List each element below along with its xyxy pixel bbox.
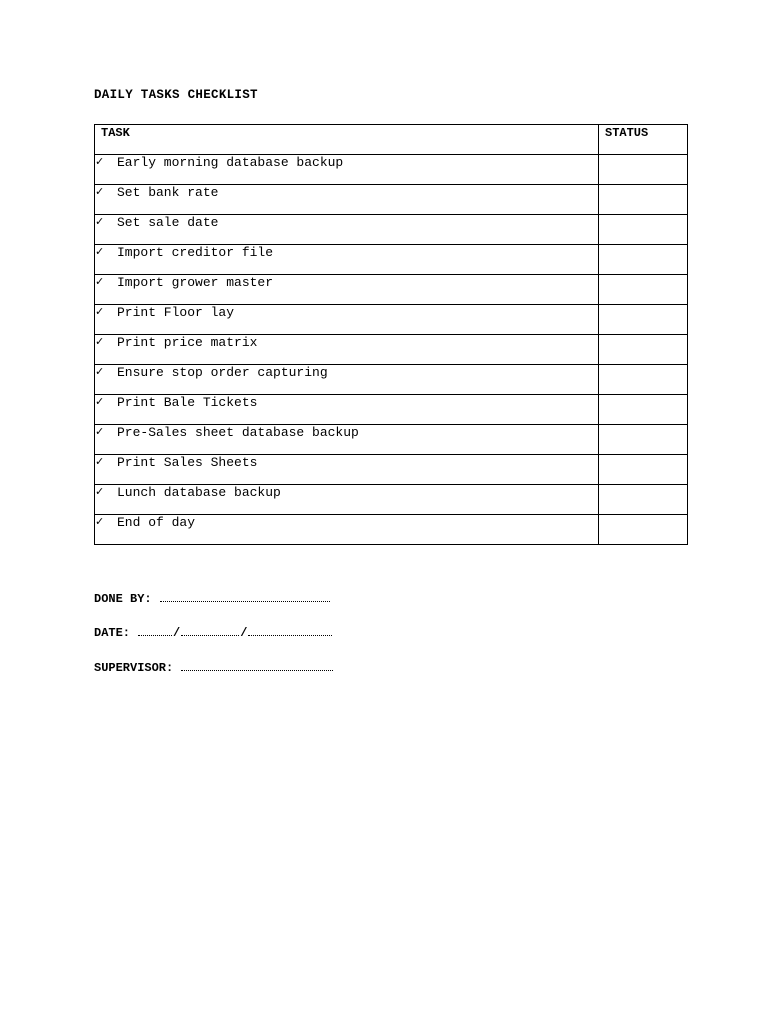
checkmark-icon: ✓	[95, 455, 105, 468]
task-label: Pre-Sales sheet database backup	[117, 425, 359, 440]
task-rows	[95, 155, 688, 545]
task-cell	[95, 215, 599, 245]
date-year-field[interactable]	[248, 626, 332, 636]
task-cell	[95, 185, 599, 215]
supervisor-line	[94, 661, 333, 675]
task-label: Print price matrix	[117, 335, 258, 350]
checkmark-icon: ✓	[95, 395, 105, 408]
checkmark-icon: ✓	[95, 155, 105, 168]
table-row	[95, 245, 688, 275]
done-by-line	[94, 592, 330, 606]
date-line	[94, 626, 332, 640]
date-day-field[interactable]	[138, 626, 172, 636]
table-row	[95, 185, 688, 215]
status-cell[interactable]	[599, 515, 688, 545]
checkmark-icon: ✓	[95, 215, 105, 228]
date-separator: /	[240, 626, 248, 640]
task-label: Lunch database backup	[117, 485, 281, 500]
checkmark-icon: ✓	[95, 365, 105, 378]
task-label: Import creditor file	[117, 245, 274, 260]
status-cell[interactable]	[599, 485, 688, 515]
task-label: Print Bale Tickets	[117, 395, 258, 410]
task-label: End of day	[117, 515, 196, 530]
date-separator: /	[173, 626, 181, 640]
status-cell[interactable]	[599, 185, 688, 215]
task-cell	[95, 245, 599, 275]
status-cell[interactable]	[599, 215, 688, 245]
supervisor-label: SUPERVISOR:	[94, 661, 174, 675]
daily-tasks-table	[94, 124, 688, 545]
task-cell	[95, 335, 599, 365]
task-column-header: TASK	[95, 125, 599, 155]
done-by-label: DONE BY:	[94, 592, 152, 606]
task-cell	[95, 275, 599, 305]
checkmark-icon: ✓	[95, 275, 105, 288]
task-cell	[95, 515, 599, 545]
table-row	[95, 155, 688, 185]
task-label: Print Sales Sheets	[117, 455, 258, 470]
checkmark-icon: ✓	[95, 425, 105, 438]
status-cell[interactable]	[599, 335, 688, 365]
table-row	[95, 305, 688, 335]
status-cell[interactable]	[599, 455, 688, 485]
task-cell	[95, 155, 599, 185]
checkmark-icon: ✓	[95, 335, 105, 348]
task-cell	[95, 455, 599, 485]
task-label: Import grower master	[117, 275, 274, 290]
table-row	[95, 485, 688, 515]
status-cell[interactable]	[599, 275, 688, 305]
date-label: DATE:	[94, 626, 131, 640]
task-cell	[95, 365, 599, 395]
task-cell	[95, 305, 599, 335]
table-row	[95, 425, 688, 455]
status-cell[interactable]	[599, 395, 688, 425]
task-cell	[95, 395, 599, 425]
document-title: DAILY TASKS CHECKLIST	[94, 88, 258, 102]
status-column-header: STATUS	[599, 125, 688, 155]
status-cell[interactable]	[599, 305, 688, 335]
task-cell	[95, 485, 599, 515]
table-row	[95, 395, 688, 425]
table-row	[95, 515, 688, 545]
table-row	[95, 455, 688, 485]
task-label: Ensure stop order capturing	[117, 365, 328, 380]
task-cell	[95, 425, 599, 455]
table-row	[95, 275, 688, 305]
status-cell[interactable]	[599, 245, 688, 275]
task-label: Early morning database backup	[117, 155, 344, 170]
checkmark-icon: ✓	[95, 305, 105, 318]
status-cell[interactable]	[599, 365, 688, 395]
checkmark-icon: ✓	[95, 485, 105, 498]
table-row	[95, 365, 688, 395]
supervisor-field[interactable]	[181, 661, 333, 671]
table-row	[95, 335, 688, 365]
status-cell[interactable]	[599, 425, 688, 455]
checkmark-icon: ✓	[95, 185, 105, 198]
checkmark-icon: ✓	[95, 515, 105, 528]
task-label: Set bank rate	[117, 185, 219, 200]
table-header-row	[95, 125, 688, 155]
task-label: Print Floor lay	[117, 305, 235, 320]
table-row	[95, 215, 688, 245]
date-month-field[interactable]	[181, 626, 239, 636]
done-by-field[interactable]	[160, 592, 330, 602]
task-label: Set sale date	[117, 215, 219, 230]
checkmark-icon: ✓	[95, 245, 105, 258]
status-cell[interactable]	[599, 155, 688, 185]
